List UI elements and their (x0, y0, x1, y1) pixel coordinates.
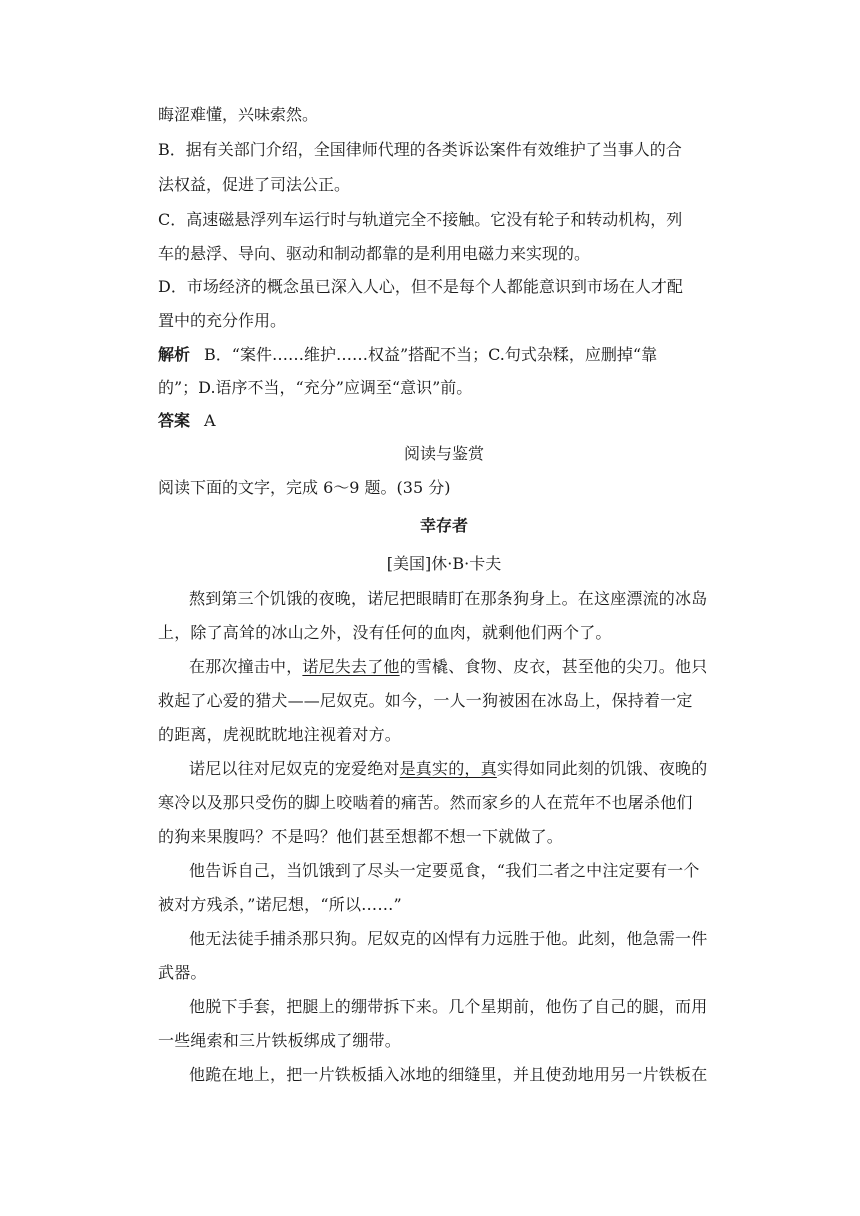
analysis-line2: 的”；D.语序不当，“充分”应调至“意识”前。 (158, 378, 473, 397)
p3-text-pre: 诺尼以往对尼奴克的宠爱绝对 (189, 759, 400, 778)
section-instruction: 阅读下面的文字，完成 6～9 题。(35 分) (158, 478, 451, 497)
story-author: [美国]休·B·卡夫 (386, 554, 502, 573)
paragraph-6-line2: 一些绳索和三片铁板绑成了绷带。 (158, 1031, 402, 1050)
option-c-line1: C．高速磁悬浮列车运行时与轨道完全不接触。它没有轮子和转动机构，列 (158, 210, 683, 229)
paragraph-6-line1: 他脱下手套，把腿上的绷带拆下来。几个星期前，他伤了自己的腿，而用 (189, 997, 708, 1016)
paragraph-2-line2: 救起了心爱的猎犬——尼奴克。如今，一人一狗被困在冰岛上，保持着一定 (158, 691, 693, 710)
p2-text-pre: 在那次撞击中， (189, 657, 303, 676)
paragraph-3-line2: 寒冷以及那只受伤的脚上咬啮着的痛苦。然而家乡的人在荒年不也屠杀他们 (158, 793, 693, 812)
paragraph-7-line1: 他跪在地上，把一片铁板插入冰地的细缝里，并且使劲地用另一片铁板在 (189, 1065, 708, 1084)
p2-underlined-phrase: 诺尼失去了他 (302, 657, 400, 676)
paragraph-2-line1 (189, 656, 730, 678)
paragraph-4-line2: 被对方残杀，”诺尼想，“所以……” (158, 895, 402, 914)
option-c-line2: 车的悬浮、导向、驱动和制动都靠的是利用电磁力来实现的。 (158, 244, 591, 263)
p3-underlined-phrase: 是真实的，真 (399, 759, 497, 778)
paragraph-5-line1: 他无法徒手捕杀那只狗。尼奴克的凶悍有力远胜于他。此刻，他急需一件 (189, 929, 708, 948)
analysis-text-1: B．“案件……维护……权益”搭配不当；C.句式杂糅，应删掉“靠 (204, 345, 658, 364)
story-title: 幸存者 (419, 516, 468, 535)
analysis-label: 解析 (158, 345, 191, 364)
paragraph-1-line2: 上，除了高耸的冰山之外，没有任何的血肉，就剩他们两个了。 (158, 623, 612, 642)
p3-text-post: 实得如同此刻的饥饿、夜晚的 (496, 759, 708, 778)
analysis-line1 (158, 344, 730, 366)
option-b-line1: B．据有关部门介绍，全国律师代理的各类诉讼案件有效维护了当事人的合 (158, 140, 682, 159)
paragraph-1-line1: 熬到第三个饥饿的夜晚，诺尼把眼睛盯在那条狗身上。在这座漂流的冰岛 (189, 589, 708, 608)
section-heading: 阅读与鉴赏 (403, 444, 484, 463)
paragraph-4-line1: 他告诉自己，当饥饿到了尽头一定要觅食，“我们二者之中注定要有一个 (189, 861, 700, 880)
paragraph-5-line2: 武器。 (158, 963, 207, 982)
option-d-line1: D．市场经济的概念虽已深入人心，但不是每个人都能意识到市场在人才配 (158, 277, 683, 296)
p2-text-post: 的雪橇、食物、皮衣，甚至他的尖刀。他只 (399, 657, 708, 676)
paragraph-2-line3: 的距离，虎视眈眈地注视着对方。 (158, 725, 402, 744)
paragraph-3-line1 (189, 758, 730, 780)
answer-line (158, 410, 730, 432)
option-d-line2: 置中的充分作用。 (158, 311, 287, 330)
option-a-tail: 晦涩难懂，兴味索然。 (158, 105, 319, 124)
answer-value: A (204, 411, 216, 430)
option-b-line2: 法权益，促进了司法公正。 (158, 175, 351, 194)
answer-label: 答案 (158, 411, 191, 430)
paragraph-3-line3: 的狗来果腹吗？不是吗？他们甚至想都不想一下就做了。 (158, 827, 564, 846)
